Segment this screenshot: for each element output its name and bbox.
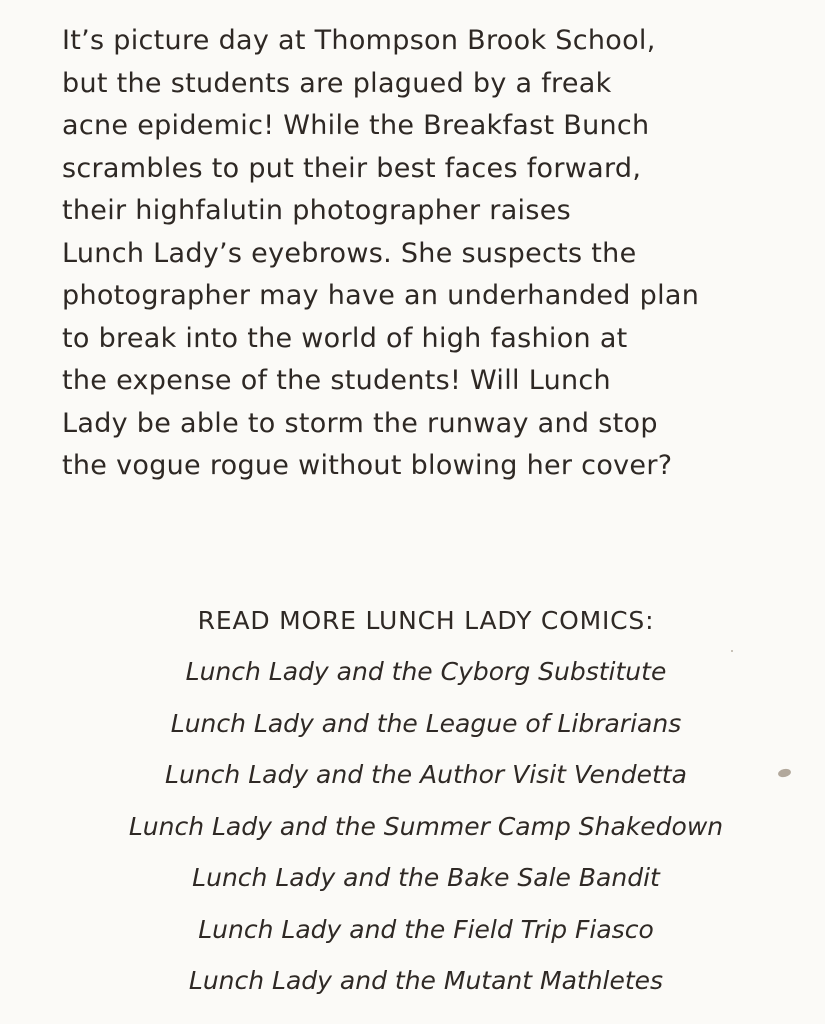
description-line: scrambles to put their best faces forward,: [62, 152, 642, 184]
series-title-item: Lunch Lady and the League of Librarians: [170, 708, 682, 738]
series-title-item: Lunch Lady and the Cyborg Substitute: [185, 657, 667, 686]
series-title-list: [0, 652, 825, 1013]
description-line: acne epidemic! While the Breakfast Bunch: [62, 110, 650, 141]
series-title-item: Lunch Lady and the Author Visit Vendetta: [165, 760, 687, 789]
description-line: to break into the world of high fashion at: [62, 322, 628, 354]
series-title-item: Lunch Lady and the Summer Camp Shakedown: [128, 811, 724, 841]
description-line: Lunch Lady’s eyebrows. She suspects the: [62, 237, 637, 269]
description-line: the expense of the students! Will Lunch: [62, 365, 611, 396]
series-title-item: Lunch Lady and the Bake Sale Bandit: [192, 863, 660, 892]
book-description: [62, 20, 792, 488]
description-line: their highfalutin photographer raises: [62, 195, 572, 226]
description-line: It’s picture day at Thompson Brook School,: [62, 25, 656, 56]
series-title-item: Lunch Lady and the Mutant Mathletes: [188, 966, 664, 995]
description-line: Lady be able to storm the runway and stop: [62, 407, 658, 439]
description-line: the vogue rogue without blowing her cover?: [62, 450, 673, 481]
read-more-heading: READ MORE LUNCH LADY COMICS:: [197, 606, 655, 635]
paper-speck-mark: [731, 650, 733, 652]
description-line: but the students are plagued by a freak: [62, 67, 612, 99]
description-line: photographer may have an underhanded plan: [62, 280, 700, 311]
series-title-item: Lunch Lady and the Field Trip Fiasco: [198, 914, 654, 944]
